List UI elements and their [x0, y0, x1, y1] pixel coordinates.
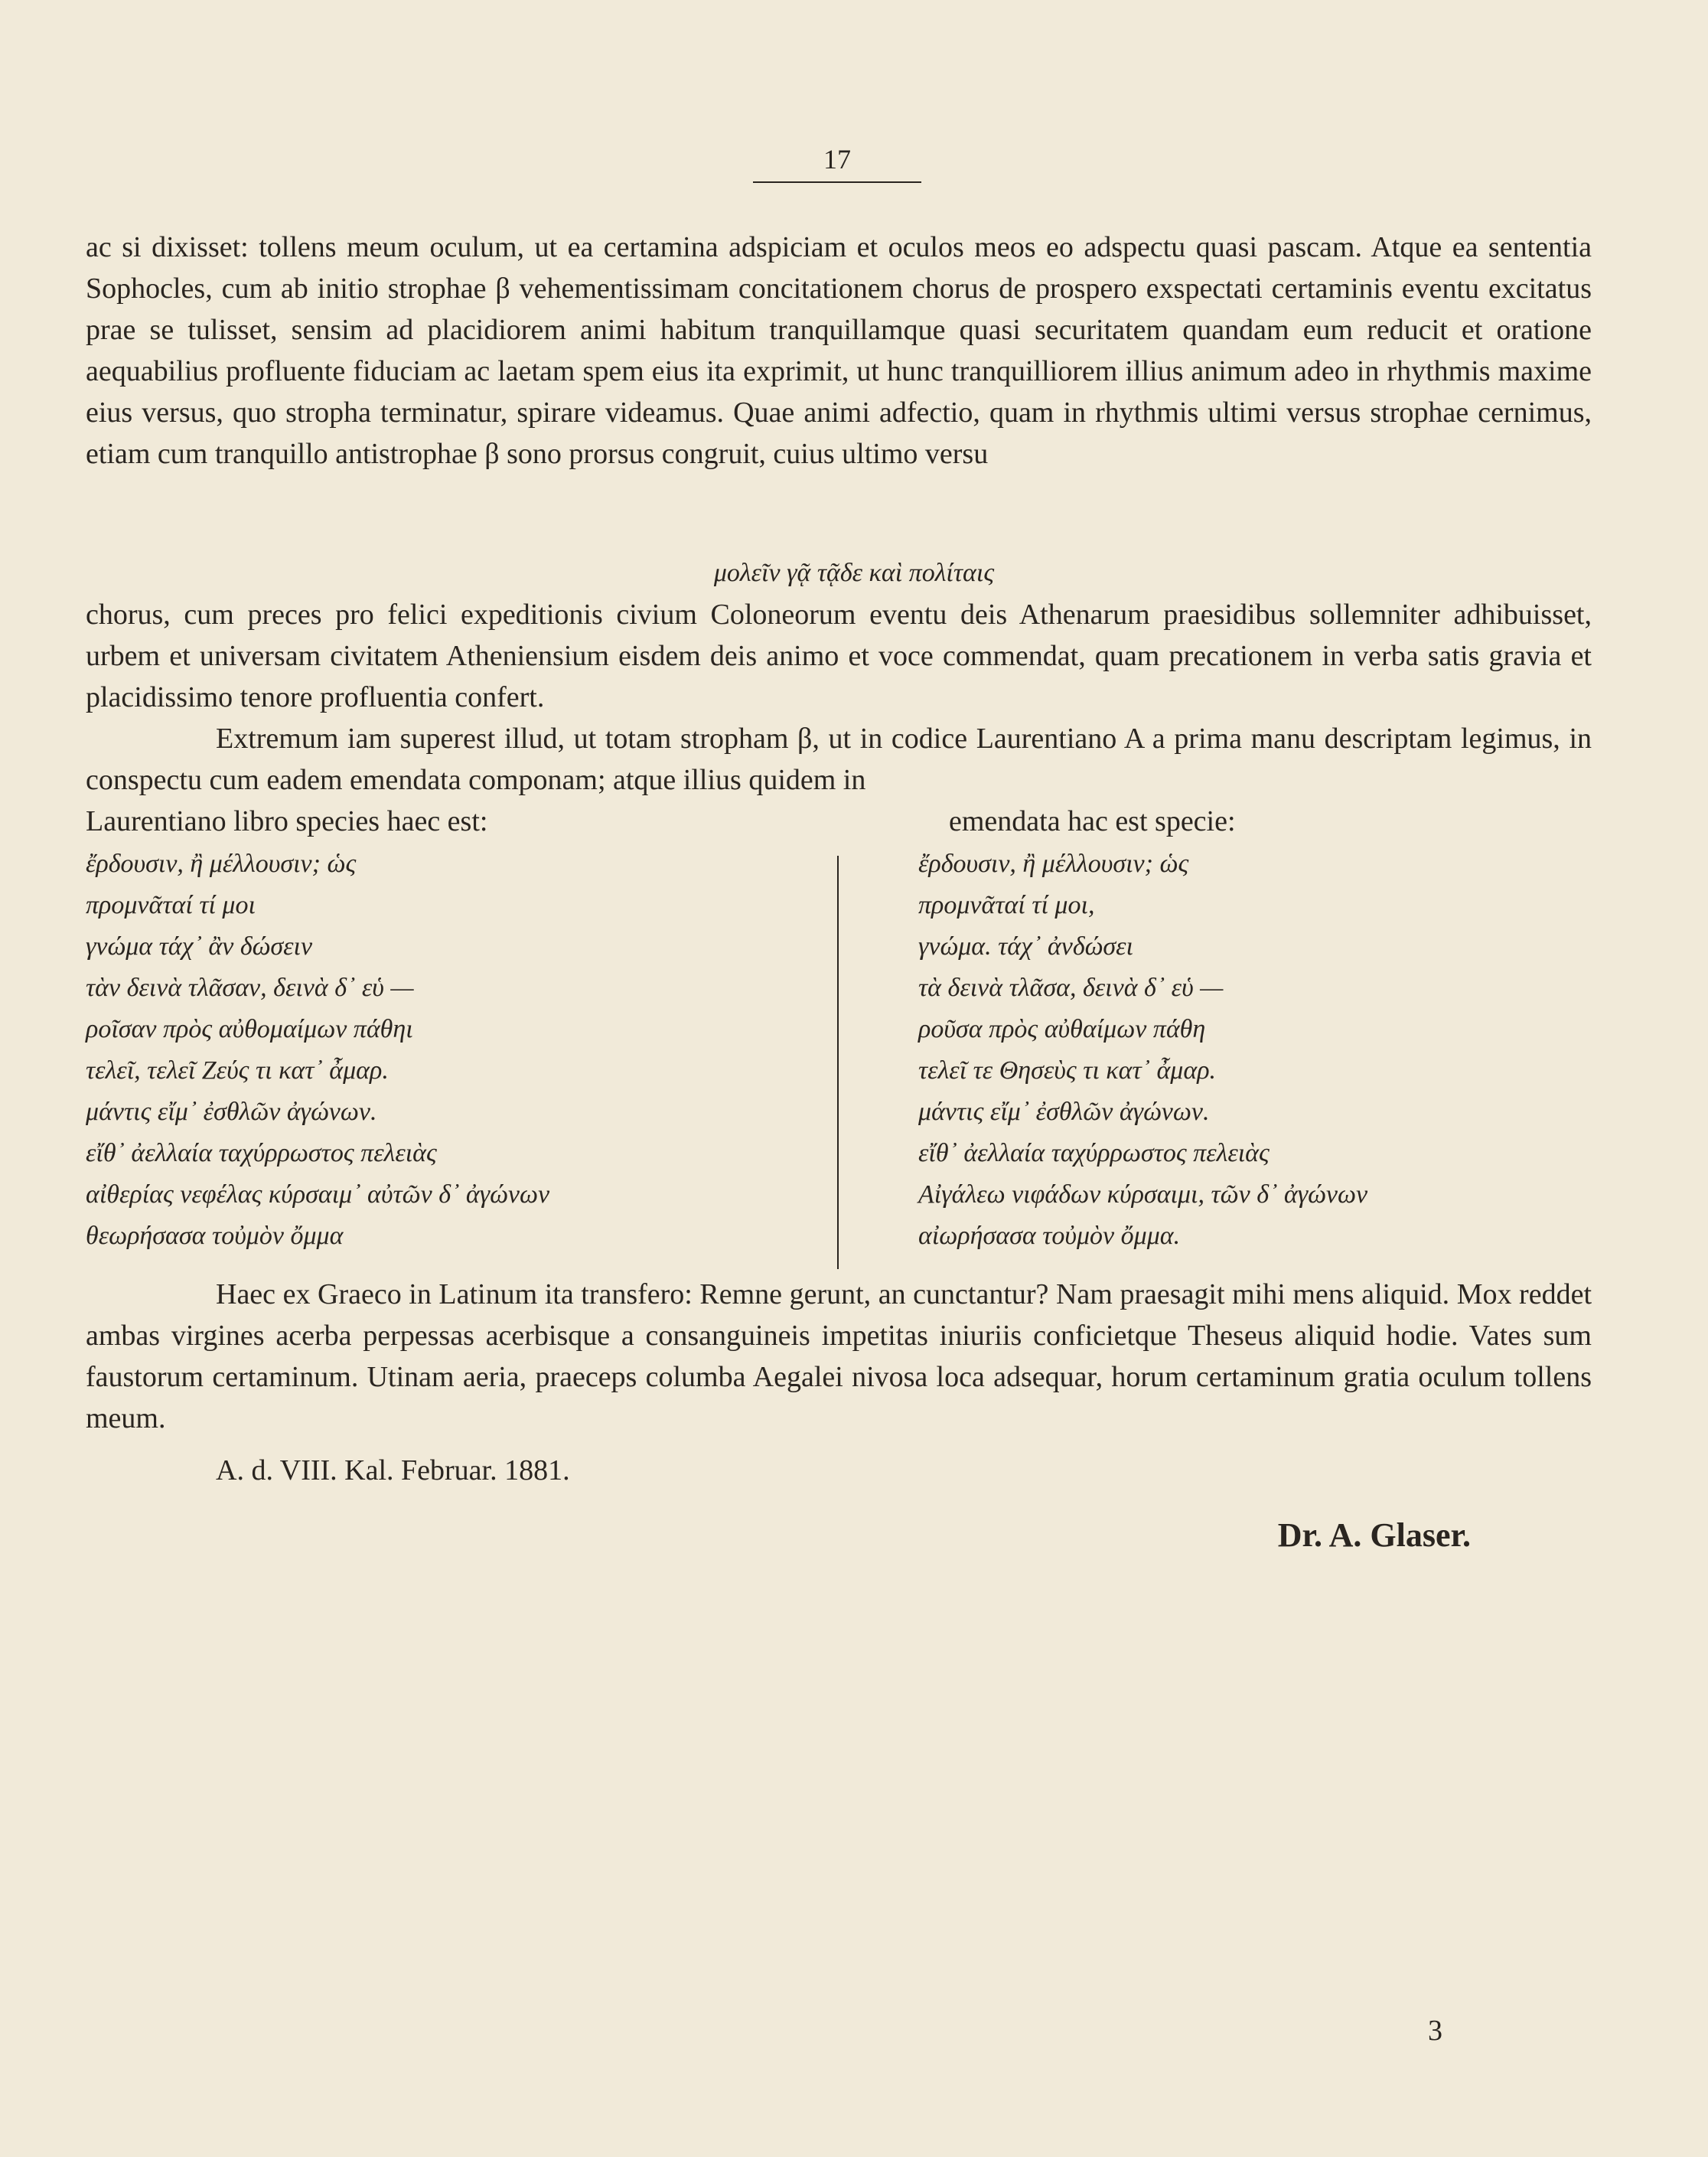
left-line-10: θεωρήσασα τοὐμὸν ὄμμα — [86, 1222, 344, 1250]
right-line-8: εἴθ᾽ ἀελλαία ταχύρρωστος πελειὰς — [918, 1139, 1270, 1167]
left-line-3: γνώμα τάχ᾽ ἂν δώσειν — [86, 932, 313, 961]
paragraph-3: Extremum iam superest illud, ut totam stropham β, ut in codice Laurentiano A a prima manu descriptam legimus, in conspectu cum eadem emendata componam; atque illius quidem in — [86, 723, 1592, 796]
left-column-heading: Laurentiano libro species haec est: — [86, 805, 488, 837]
author-signature: Dr. A. Glaser. — [1277, 1516, 1471, 1554]
page-number: 17 — [753, 140, 921, 183]
left-line-4: τὰν δεινὰ τλᾶσαν, δεινὰ δ᾽ εὑ — — [86, 974, 414, 1002]
greek-quote: μολεῖν γᾷ τᾷδε καὶ πολίταις — [713, 559, 995, 587]
left-line-5: ροῖσαν πρὸς αὐθομαίμων πάθηι — [86, 1015, 413, 1043]
left-line-7: μάντις εἴμ᾽ ἐσθλῶν ἀγώνων. — [86, 1098, 377, 1126]
left-greek-column — [86, 844, 820, 1257]
left-line-6: τελεῖ, τελεῖ Ζεύς τι κατ᾽ ἆμαρ. — [86, 1056, 389, 1085]
left-line-9: αἰθερίας νεφέλας κύρσαιμ᾽ αὐτῶν δ᾽ ἀγώνων — [86, 1180, 550, 1209]
right-line-5: ροῦσα πρὸς αὐθαίμων πάθη — [918, 1015, 1206, 1043]
column-divider — [837, 856, 839, 1269]
right-line-4: τὰ δεινὰ τλᾶσα, δεινὰ δ᾽ εὑ — — [918, 974, 1224, 1002]
left-line-1: ἔρδουσιν, ἢ μέλλουσιν; ὡς — [86, 850, 357, 878]
paragraph-2: chorus, cum preces pro felici expeditionis civium Coloneorum eventu deis Athenarum praesidibus sollemniter adhibuisset, urbem et universam civitatem Atheniensium eisdem deis animo et voce commendat, quam precationem in verba satis gravia et placidissimo tenore profluentia confert. — [86, 599, 1592, 713]
right-line-7: μάντις εἴμ᾽ ἐσθλῶν ἀγώνων. — [918, 1098, 1210, 1126]
paragraph-intro — [86, 227, 1592, 475]
paragraph-4: Haec ex Graeco in Latinum ita transfero: Remne gerunt, an cunctantur? Nam praesagit mihi mens aliquid. Mox reddet ambas virgines acerba perpessas acerbisque a consanguineis impetitas iniuriis conficietque Theseus aliquid hodie. Vates sum faustorum certaminum. Utinam aeria, praeceps columba Aegalei nivosa loca adsequar, horum certaminum gratia oculum tollens meum. — [86, 1278, 1592, 1434]
left-line-8: εἴθ᾽ ἀελλαία ταχύρρωστος πελειὰς — [86, 1139, 437, 1167]
signature-mark: 3 — [1428, 2015, 1442, 2047]
right-line-6: τελεῖ τε Θησεὺς τι κατ᾽ ἆμαρ. — [918, 1056, 1217, 1085]
right-line-9: Αἰγάλεω νιφάδων κύρσαιμι, τῶν δ᾽ ἀγώνων — [918, 1180, 1368, 1209]
paragraph-1: ac si dixisset: tollens meum oculum, ut ea certamina adspiciam et oculos meos eo adspectu quasi pascam. Atque ea sententia Sophocles, cum ab initio strophae β vehementissimam concitationem chorus de prospero exspectati certaminis eventu excitatus prae se tulisset, sensim ad placidiorem animi habitum tranquillamque quasi securitatem quandam eum reducit et oratione aequabilius profluente fiduciam ac laetam spem eius ita exprimit, ut hunc tranquilliorem illius animum adeo in rhythmis maxime eius versus, quo stropha terminatur, spirare videamus. Quae animi adfectio, quam in rhythmis ultimi versus strophae cernimus, etiam cum tranquillo antistrophae β sono prorsus congruit, cuius ultimo versu — [86, 231, 1592, 470]
right-line-3: γνώμα. τάχ᾽ ἀνδώσει — [918, 932, 1133, 961]
paragraph-block-2 — [86, 594, 1592, 801]
right-line-1: ἔρδουσιν, ἢ μέλλουσιν; ὡς — [918, 850, 1189, 878]
right-greek-column — [918, 844, 1592, 1257]
right-line-10: αἰωρήσασα τοὐμὸν ὄμμα. — [918, 1222, 1181, 1250]
right-column-heading: emendata hac est specie: — [949, 805, 1236, 837]
left-line-2: προμνᾶταί τί μοι — [86, 891, 256, 919]
right-line-2: προμνᾶταί τί μοι, — [918, 891, 1095, 919]
date-line: A. d. VIII. Kal. Februar. 1881. — [216, 1454, 570, 1486]
paragraph-translation — [86, 1274, 1592, 1439]
